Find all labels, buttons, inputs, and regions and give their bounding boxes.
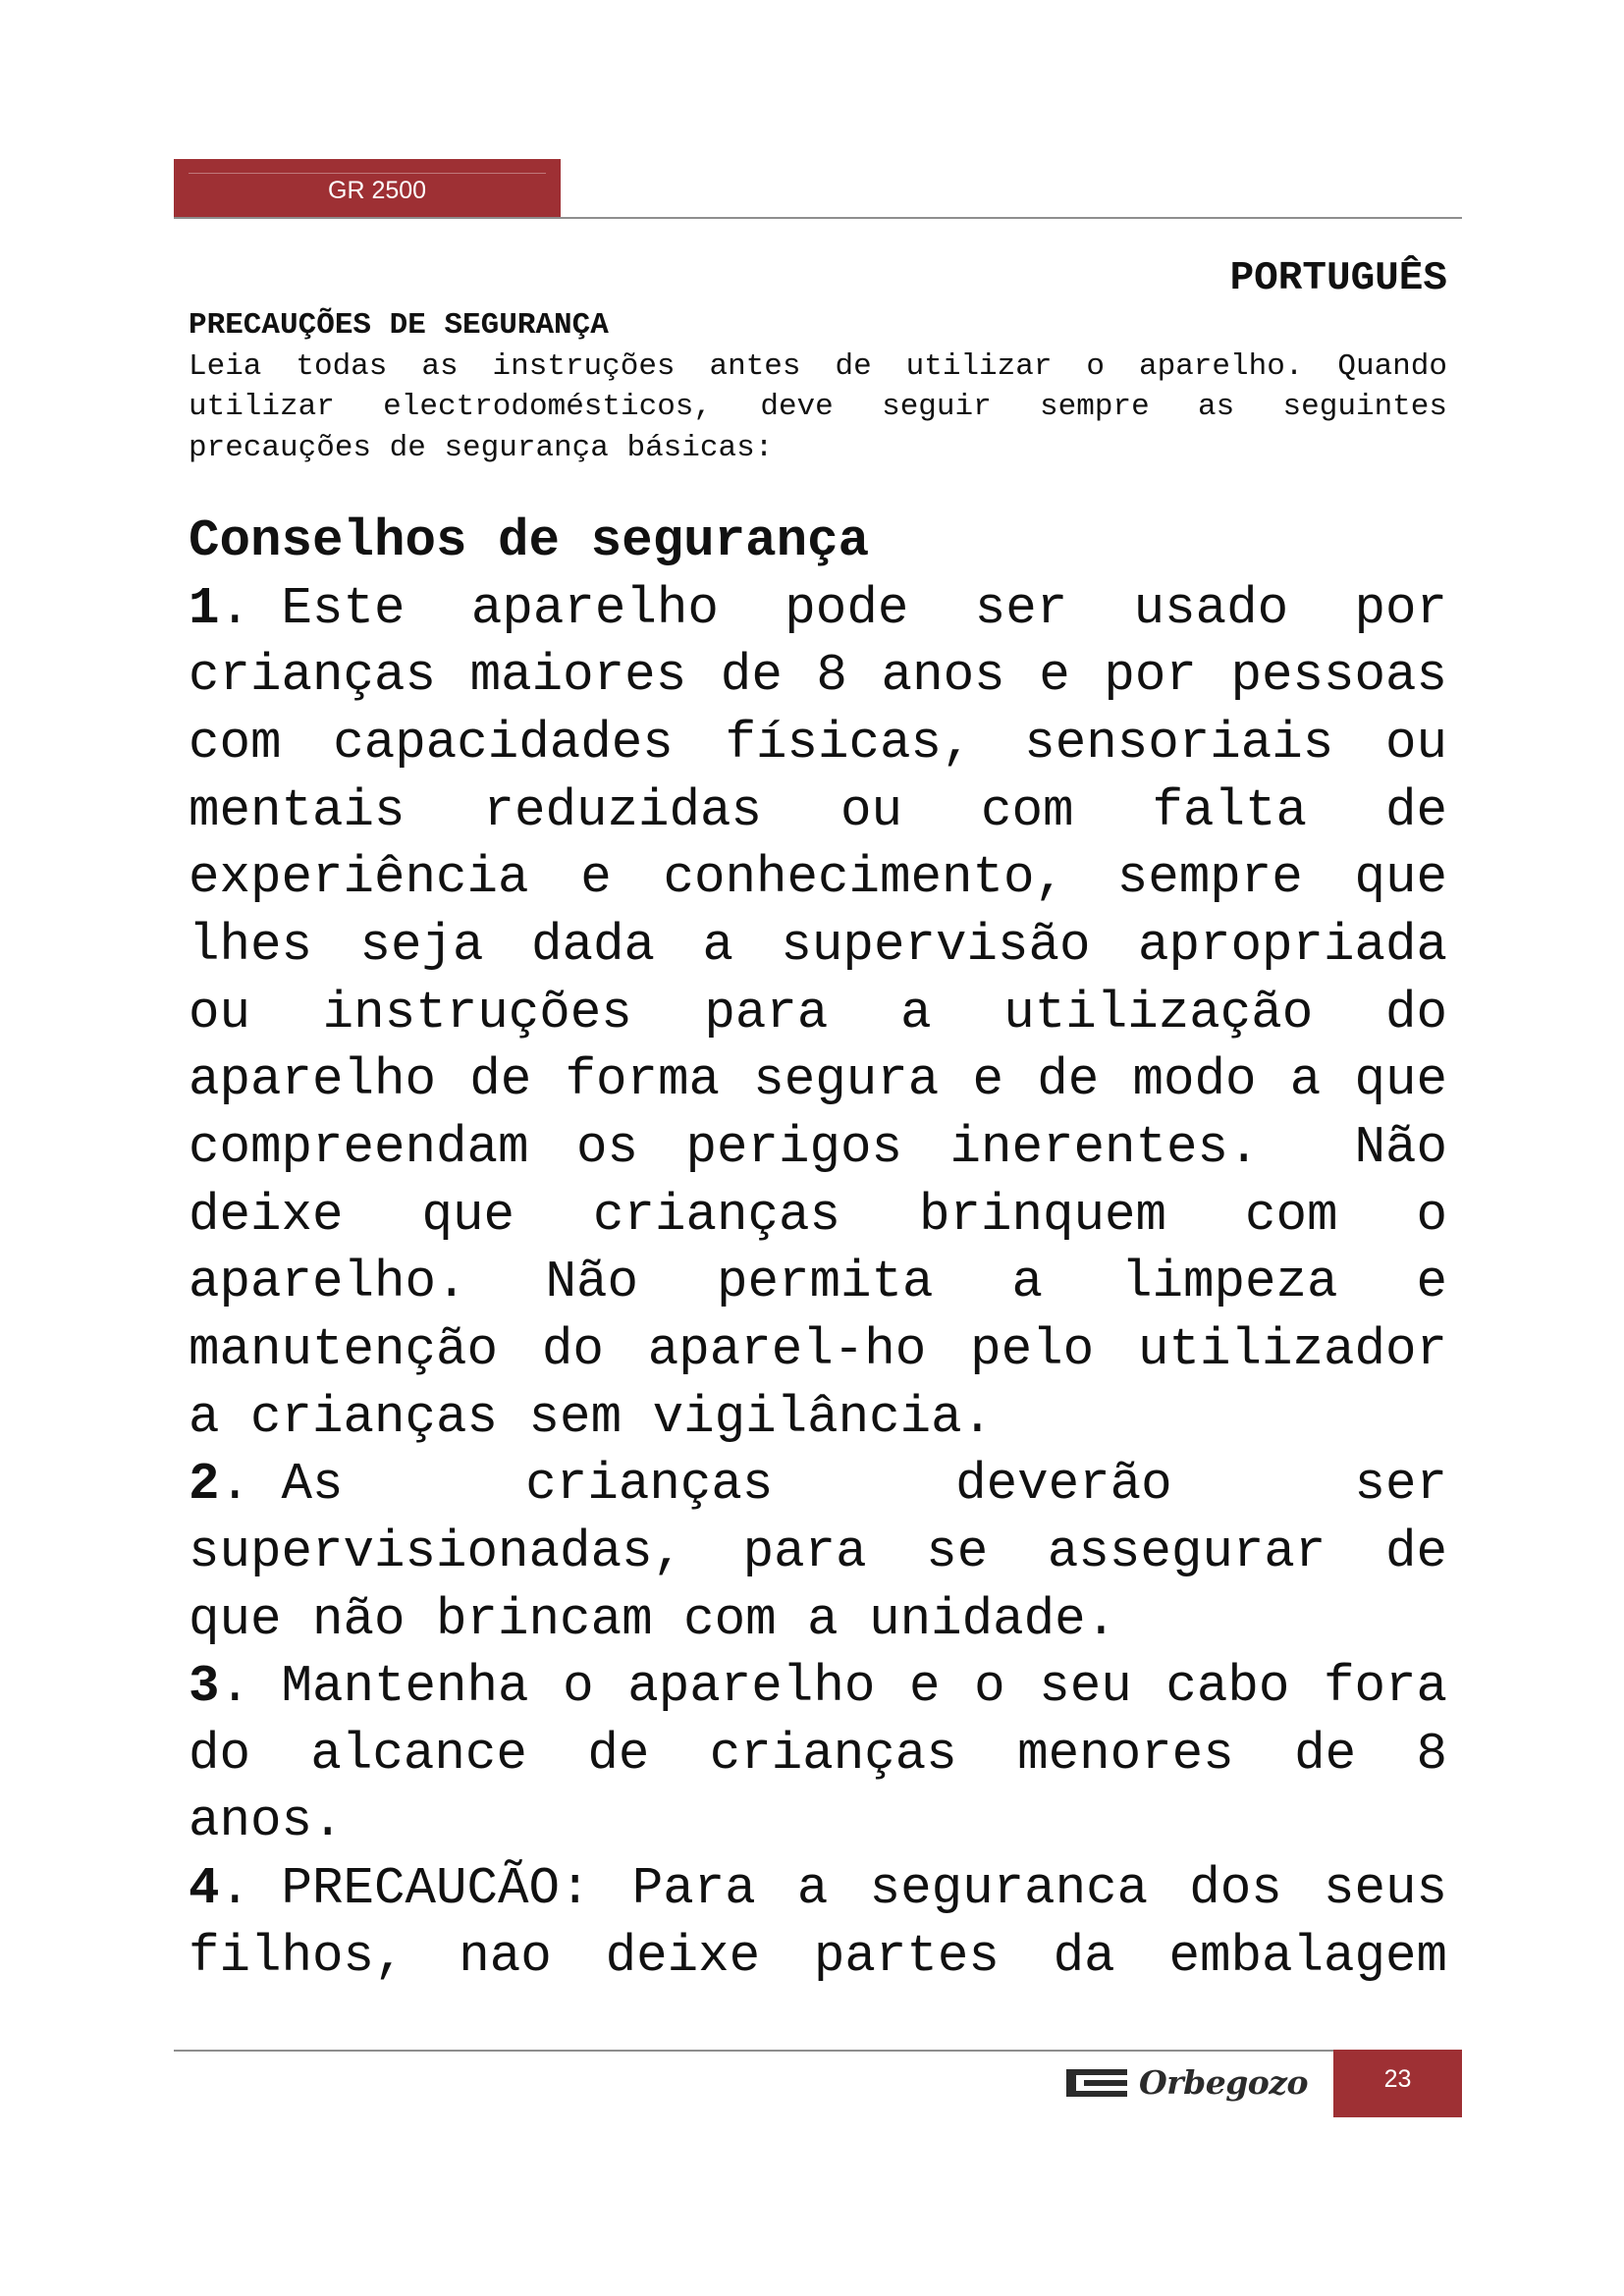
tip-1-line-11: aparelho. Não permita a limpeza e — [189, 1253, 1447, 1312]
tip-1-line-13: a crianças sem vigilância. — [189, 1387, 994, 1447]
tip-1-line-2: crianças maiores de 8 anos e por pessoas — [189, 646, 1447, 706]
tip-number-separator: . — [219, 1859, 251, 1919]
tip-line-text: Mantenha o aparelho e o seu cabo fora — [281, 1657, 1447, 1717]
precautions-line-3: precauções de segurança básicas: — [189, 430, 774, 465]
tip-1-line-3: com capacidades físicas, sensoriais ou — [189, 713, 1447, 773]
precautions-line-1: Leia todas as instruções antes de utilizar o aparelho. Quando — [189, 348, 1447, 384]
tip-1-line-4: mentais reduzidas ou com falta de — [189, 780, 1447, 840]
header-accent-line — [189, 173, 546, 174]
orbegozo-emblem-icon — [1066, 2065, 1127, 2101]
tip-1-line-5: experiência e conhecimento, sempre que — [189, 848, 1447, 908]
tip-2-number-label — [189, 1451, 282, 1519]
tip-3-line-1 — [189, 1653, 1447, 1721]
tip-number-separator: . — [219, 578, 251, 638]
tip-2-line-1 — [189, 1451, 1447, 1519]
tip-number-separator: . — [219, 1455, 251, 1515]
tip-4-line-2: filhos, nao deixe partes da embalagem — [189, 1926, 1447, 1986]
tip-1-line-8: aparelho de forma segura e de modo a que — [189, 1050, 1447, 1110]
brand-wordmark: Orbegozo — [1139, 2063, 1309, 2102]
tip-line-text: PRECAUCÃO: Para a seguranca dos seus — [281, 1859, 1447, 1919]
safety-tips-section — [189, 507, 1447, 1990]
tip-number: 3 — [189, 1657, 220, 1717]
header-model-tab — [174, 159, 561, 218]
tip-3-line-2: do alcance de crianças menores de 8 — [189, 1724, 1447, 1784]
brand-logo — [1066, 2061, 1308, 2105]
safety-tips-title: Conselhos de segurança — [189, 511, 870, 570]
tip-1-line-9: compreendam os perigos inerentes. Não — [189, 1117, 1447, 1177]
tip-number: 2 — [189, 1455, 220, 1515]
tip-2-line-2: supervisionadas, para se assegurar de — [189, 1522, 1447, 1581]
tip-2-line-3: que não brincam com a unidade. — [189, 1589, 1117, 1649]
tip-1-line-1 — [189, 575, 1447, 643]
tip-line-text: Este aparelho pode ser usado por — [281, 578, 1447, 638]
footer-divider — [174, 2050, 1333, 2052]
tip-number: 4 — [189, 1859, 220, 1919]
tip-number-separator: . — [219, 1657, 251, 1717]
precautions-section — [189, 305, 1447, 468]
tip-1-line-10: deixe que crianças brinquem com o — [189, 1185, 1447, 1245]
tip-1-number-label — [189, 575, 282, 643]
tip-1-line-6: lhes seja dada a supervisão apropriada — [189, 915, 1447, 975]
precautions-line-2: utilizar electrodomésticos, deve seguir sempre as seguintes — [189, 390, 1447, 424]
tip-4-number-label — [189, 1855, 282, 1923]
tip-4-line-1 — [189, 1855, 1447, 1923]
tip-number: 1 — [189, 578, 220, 638]
language-label: PORTUGUÊS — [1229, 256, 1447, 301]
tip-1-line-12: manutenção do aparel-ho pelo utilizador — [189, 1319, 1447, 1379]
header-divider — [174, 217, 1462, 219]
tip-3-line-3: anos. — [189, 1791, 344, 1851]
precautions-heading: PRECAUÇÕES DE SEGURANÇA — [189, 308, 609, 343]
tip-line-text: As crianças deverão ser — [281, 1455, 1447, 1515]
tip-3-number-label — [189, 1653, 282, 1721]
page-number-tab — [1333, 2050, 1462, 2117]
model-name: GR 2500 — [328, 177, 427, 204]
page-number: 23 — [1383, 2065, 1412, 2093]
tip-1-line-7: ou instruções para a utilização do — [189, 983, 1447, 1042]
